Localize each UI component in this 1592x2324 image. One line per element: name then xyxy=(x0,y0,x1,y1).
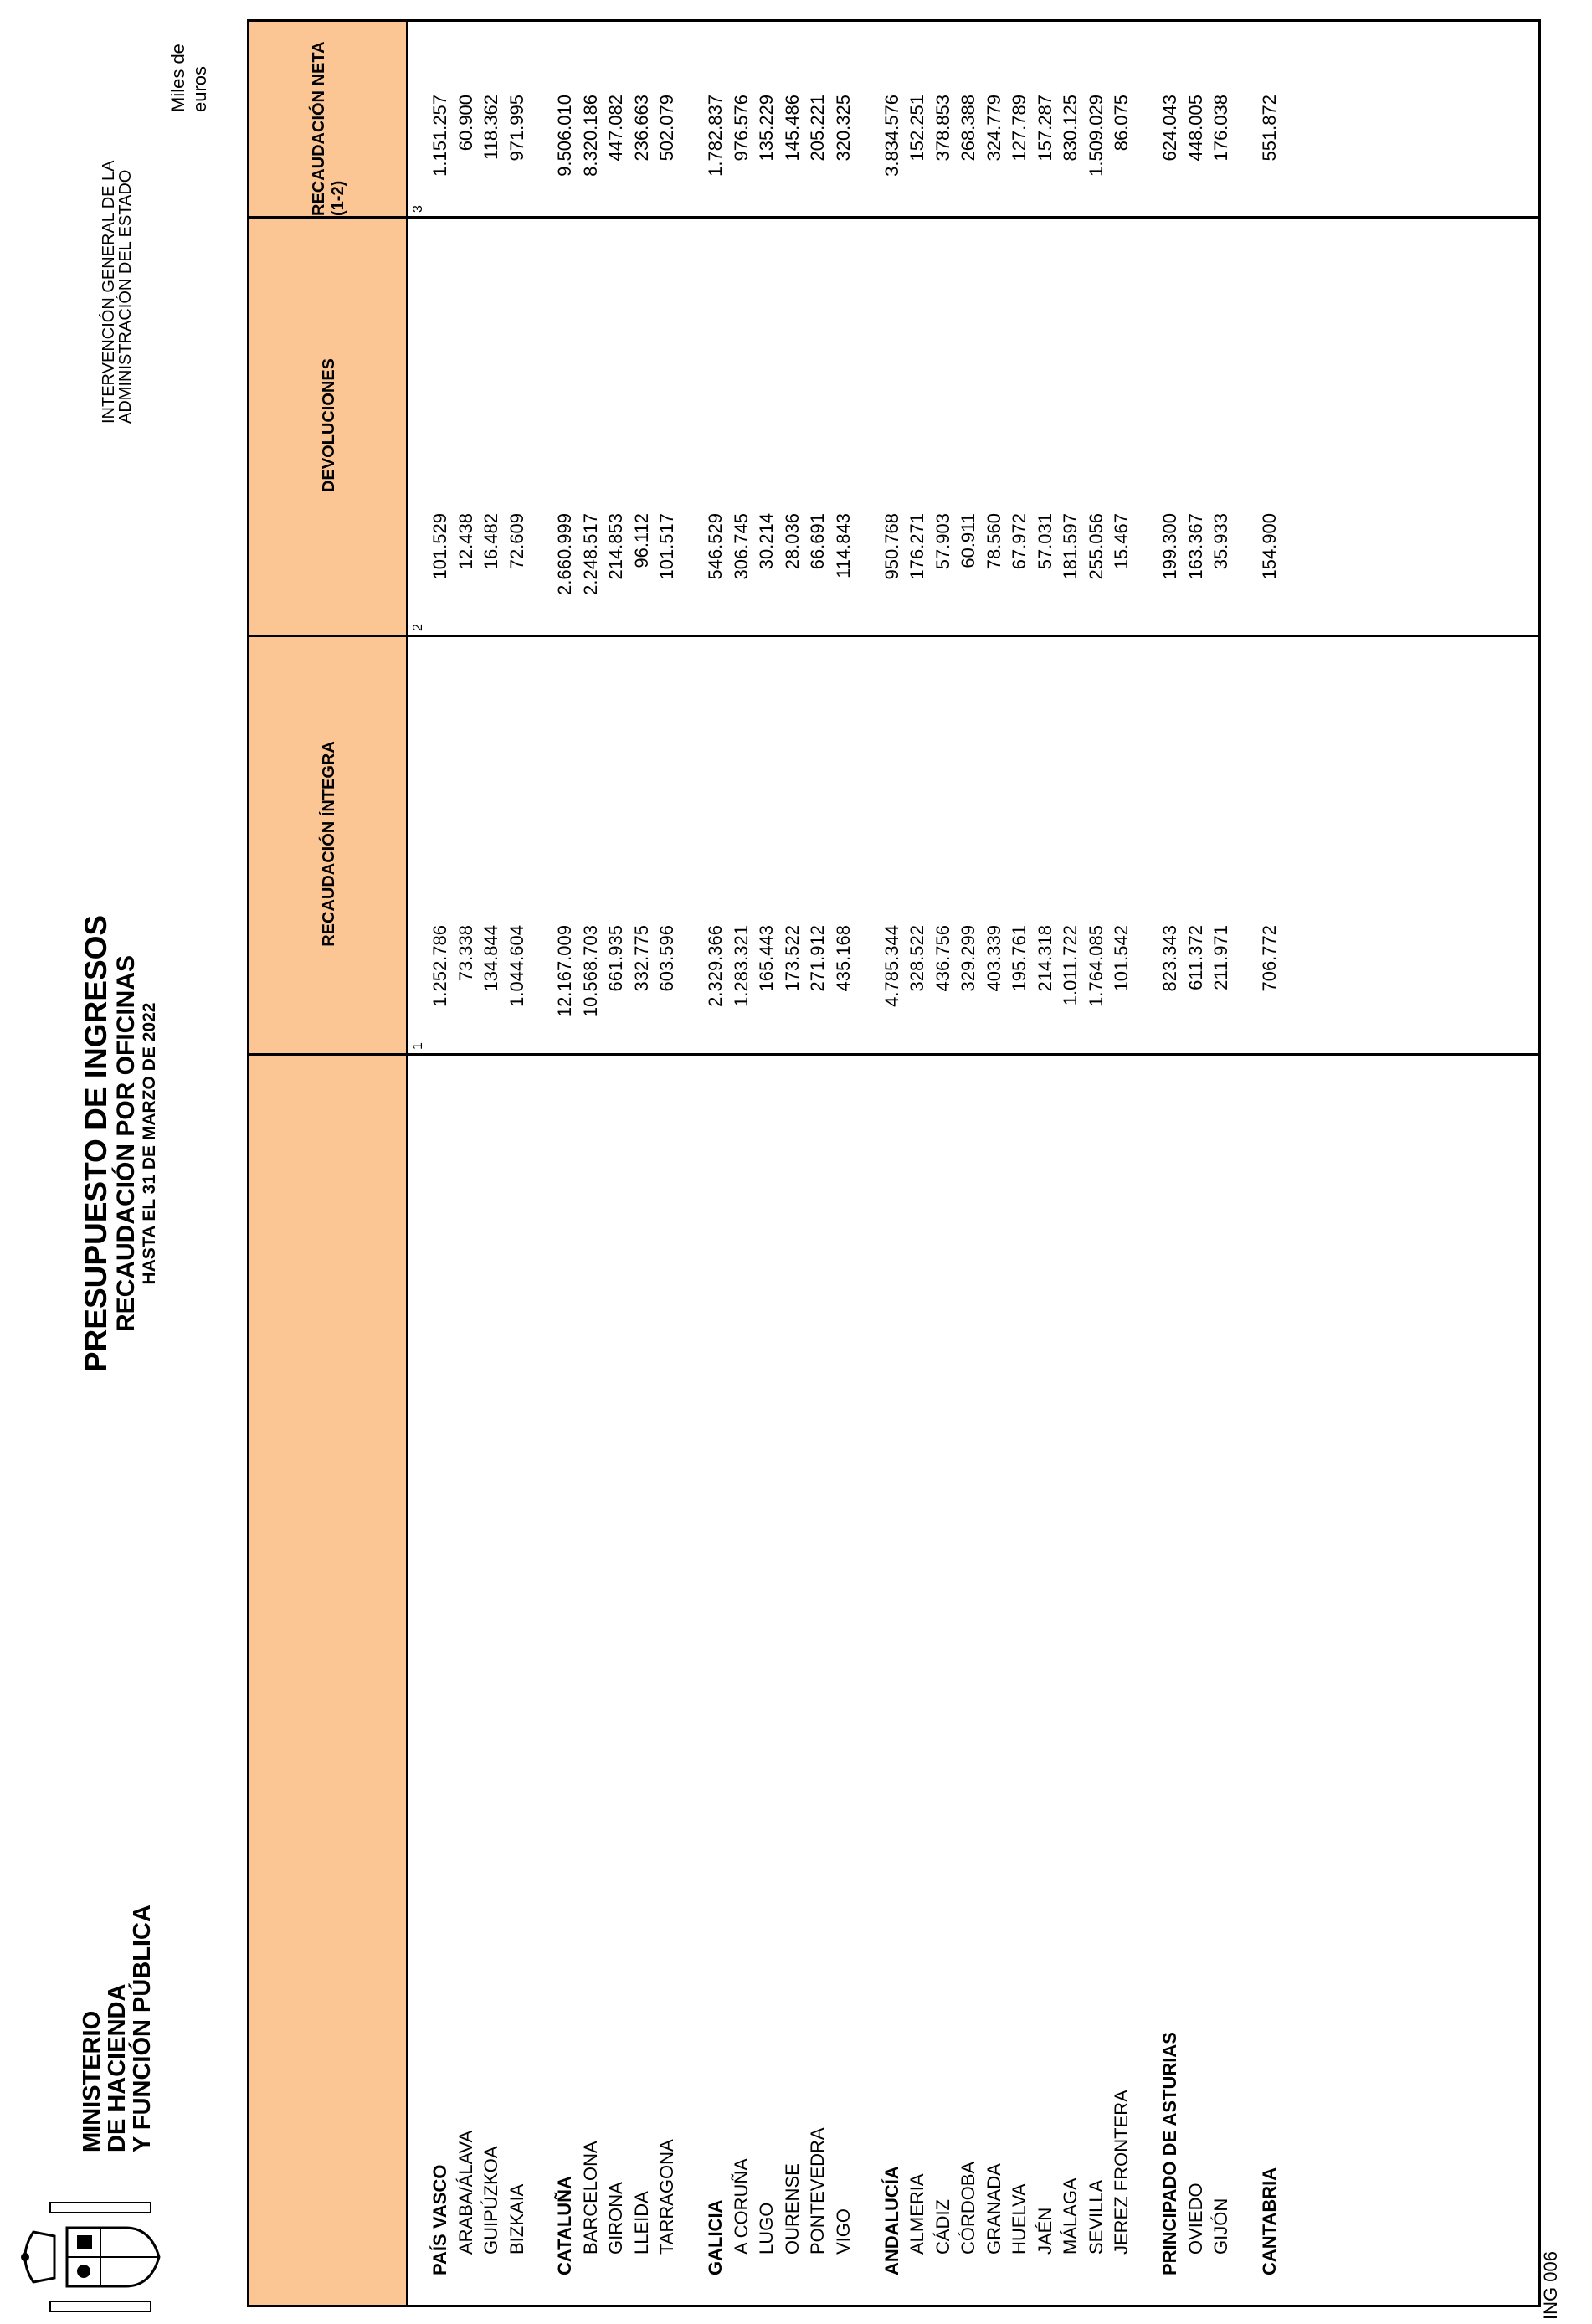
column-header-label: DEVOLUCIONES xyxy=(319,357,338,493)
value-devoluciones: 163.367 xyxy=(1184,513,1206,580)
value-integra: 329.299 xyxy=(958,925,979,992)
value-neta: 145.486 xyxy=(781,95,803,162)
ministry-name xyxy=(80,1905,155,2152)
value-neta: 236.663 xyxy=(630,95,652,162)
table-row xyxy=(930,22,957,2305)
units-label: Miles de euros xyxy=(167,44,210,112)
column-number: 3 xyxy=(411,205,425,213)
value-devoluciones: 15.467 xyxy=(1111,513,1132,570)
column-header-label: RECAUDACIÓN NETA (1-2) xyxy=(310,42,347,216)
value-integra: 195.761 xyxy=(1009,925,1030,992)
value-devoluciones: 255.056 xyxy=(1085,513,1107,580)
value-integra: 1.011.722 xyxy=(1060,925,1081,1006)
value-integra: 823.343 xyxy=(1159,925,1181,992)
value-devoluciones: 12.438 xyxy=(454,513,476,570)
value-neta: 1.509.029 xyxy=(1085,95,1107,177)
table-row xyxy=(1057,22,1084,2305)
office-name: PONTEVEDRA xyxy=(807,2127,829,2255)
value-devoluciones: 16.482 xyxy=(480,513,501,570)
report-title-block xyxy=(80,800,160,1487)
office-name: BIZKAIA xyxy=(506,2183,527,2255)
value-neta: 830.125 xyxy=(1060,95,1081,162)
value-devoluciones: 181.597 xyxy=(1060,513,1081,580)
value-neta: 447.082 xyxy=(605,95,627,162)
agency-name xyxy=(100,160,134,424)
office-name: PAÍS VASCO xyxy=(429,2164,450,2275)
value-neta: 127.789 xyxy=(1009,95,1030,162)
form-code: ING 006 xyxy=(1540,2251,1561,2320)
ministry-line: DE HACIENDA xyxy=(104,1983,131,2152)
table-row xyxy=(1208,22,1235,2305)
value-neta: 8.320.186 xyxy=(579,95,601,177)
office-name: ALMERIA xyxy=(906,2173,928,2255)
value-integra: 706.772 xyxy=(1259,925,1281,992)
table-row xyxy=(1183,22,1209,2305)
value-neta: 9.506.010 xyxy=(554,95,576,177)
table-row xyxy=(629,22,655,2305)
table-row xyxy=(603,22,629,2305)
office-name: GRANADA xyxy=(983,2163,1004,2255)
table-group-row xyxy=(879,22,906,2305)
table-row xyxy=(955,22,982,2305)
table-row xyxy=(504,22,531,2305)
report-date: HASTA EL 31 DE MARZO DE 2022 xyxy=(140,1002,159,1285)
office-name: OURENSE xyxy=(781,2163,803,2255)
value-neta: 971.995 xyxy=(506,95,527,162)
ministry-line: MINISTERIO xyxy=(79,2010,105,2152)
value-neta: 205.221 xyxy=(807,95,829,162)
value-devoluciones: 101.529 xyxy=(429,513,450,580)
value-devoluciones: 30.214 xyxy=(756,513,778,570)
value-integra: 101.542 xyxy=(1111,925,1132,992)
value-devoluciones: 67.972 xyxy=(1009,513,1030,570)
value-devoluciones: 2.248.517 xyxy=(579,513,601,595)
value-neta: 502.079 xyxy=(656,95,678,162)
value-neta: 135.229 xyxy=(756,95,778,162)
value-neta: 157.287 xyxy=(1034,95,1055,162)
revenue-table xyxy=(247,19,1541,2307)
agency-line: ADMINISTRACIÓN DEL ESTADO xyxy=(116,169,135,424)
value-integra: 661.935 xyxy=(605,925,627,992)
value-devoluciones: 66.691 xyxy=(807,513,829,570)
office-name: GUIPÚZKOA xyxy=(480,2146,501,2255)
value-neta: 448.005 xyxy=(1184,95,1206,162)
value-integra: 436.756 xyxy=(932,925,953,992)
office-name: A CORUÑA xyxy=(730,2158,752,2255)
value-neta: 320.325 xyxy=(832,95,854,162)
value-integra: 165.443 xyxy=(756,925,778,992)
value-devoluciones: 176.271 xyxy=(906,513,928,580)
value-devoluciones: 114.843 xyxy=(832,513,854,578)
value-devoluciones: 306.745 xyxy=(730,513,752,580)
value-devoluciones: 78.560 xyxy=(983,513,1004,570)
office-name: CATALUÑA xyxy=(554,2176,576,2275)
office-name: MÁLAGA xyxy=(1060,2177,1081,2255)
table-row xyxy=(804,22,831,2305)
value-neta: 1.151.257 xyxy=(429,95,450,177)
table-row xyxy=(1032,22,1059,2305)
value-devoluciones: 2.660.999 xyxy=(554,513,576,595)
value-integra: 211.971 xyxy=(1210,925,1232,990)
table-row xyxy=(1083,22,1110,2305)
value-integra: 173.522 xyxy=(781,925,803,992)
value-integra: 214.318 xyxy=(1034,925,1055,992)
value-devoluciones: 214.853 xyxy=(605,513,627,580)
office-name: LUGO xyxy=(756,2202,778,2255)
table-group-row xyxy=(427,22,454,2305)
value-integra: 10.568.703 xyxy=(579,925,601,1018)
table-body xyxy=(249,22,1538,2305)
office-name: PRINCIPADO DE ASTURIAS xyxy=(1159,2032,1181,2275)
office-name: JAÉN xyxy=(1034,2207,1055,2255)
value-neta: 152.251 xyxy=(906,95,928,162)
value-neta: 976.576 xyxy=(730,95,752,162)
table-row xyxy=(578,22,604,2305)
office-name: ANDALUCÍA xyxy=(881,2166,902,2275)
value-neta: 378.853 xyxy=(932,95,953,162)
table-group-row xyxy=(552,22,578,2305)
value-integra: 4.785.344 xyxy=(881,925,902,1007)
value-integra: 332.775 xyxy=(630,925,652,992)
value-devoluciones: 546.529 xyxy=(705,513,727,580)
value-neta: 118.362 xyxy=(480,95,501,160)
report-subtitle: RECAUDACIÓN POR OFICINAS xyxy=(112,955,140,1333)
table-row xyxy=(728,22,755,2305)
value-integra: 2.329.366 xyxy=(705,925,727,1007)
value-neta: 324.779 xyxy=(983,95,1004,162)
value-devoluciones: 60.911 xyxy=(958,513,979,568)
value-devoluciones: 96.112 xyxy=(630,513,652,568)
value-integra: 1.764.085 xyxy=(1085,925,1107,1007)
value-devoluciones: 57.031 xyxy=(1034,513,1055,570)
value-devoluciones: 72.609 xyxy=(506,513,527,570)
table-group-row xyxy=(1157,22,1184,2305)
office-name: GIRONA xyxy=(605,2182,627,2255)
column-divider xyxy=(249,216,1538,219)
value-integra: 134.844 xyxy=(480,925,501,992)
value-devoluciones: 57.903 xyxy=(932,513,953,570)
value-integra: 1.283.321 xyxy=(730,925,752,1007)
value-neta: 3.834.576 xyxy=(881,95,902,177)
value-integra: 1.252.786 xyxy=(429,925,450,1007)
value-devoluciones: 199.300 xyxy=(1159,513,1181,580)
office-name: GALICIA xyxy=(705,2199,727,2275)
table-row xyxy=(478,22,505,2305)
value-integra: 328.522 xyxy=(906,925,928,992)
office-name: CANTABRIA xyxy=(1259,2167,1281,2275)
office-name: CÁDIZ xyxy=(932,2199,953,2255)
column-divider xyxy=(249,635,1538,637)
office-name: SEVILLA xyxy=(1085,2179,1107,2255)
report-title: PRESUPUESTO DE INGRESOS xyxy=(79,914,113,1373)
table-row xyxy=(830,22,857,2305)
office-name: HUELVA xyxy=(1009,2183,1030,2255)
table-row xyxy=(654,22,680,2305)
office-name: JEREZ FRONTERA xyxy=(1111,2090,1132,2255)
value-neta: 268.388 xyxy=(958,95,979,162)
table-row xyxy=(904,22,931,2305)
office-name: TARRAGONA xyxy=(656,2139,678,2255)
office-name: GIJÓN xyxy=(1210,2198,1232,2255)
table-row xyxy=(1006,22,1033,2305)
table-row xyxy=(1108,22,1135,2305)
office-name: CÓRDOBA xyxy=(958,2161,979,2255)
value-devoluciones: 101.517 xyxy=(656,513,678,580)
value-neta: 60.900 xyxy=(454,95,476,152)
table-row xyxy=(981,22,1008,2305)
value-integra: 611.372 xyxy=(1184,925,1206,990)
value-devoluciones: 154.900 xyxy=(1259,513,1281,580)
value-neta: 86.075 xyxy=(1111,95,1132,152)
table-row xyxy=(779,22,806,2305)
value-integra: 12.167.009 xyxy=(554,925,576,1018)
ministry-line: Y FUNCIÓN PÚBLICA xyxy=(129,1905,156,2152)
value-devoluciones: 35.933 xyxy=(1210,513,1232,570)
column-number: 1 xyxy=(411,1042,425,1050)
value-devoluciones: 950.768 xyxy=(881,513,902,580)
table-row xyxy=(453,22,480,2305)
office-name: LLEIDA xyxy=(630,2191,652,2255)
value-neta: 551.872 xyxy=(1259,95,1281,162)
value-neta: 176.038 xyxy=(1210,95,1232,162)
table-group-row xyxy=(1256,22,1283,2305)
office-name: ARABA/ÁLAVA xyxy=(454,2130,476,2255)
value-integra: 603.596 xyxy=(656,925,678,992)
value-neta: 624.043 xyxy=(1159,95,1181,162)
value-devoluciones: 28.036 xyxy=(781,513,803,570)
coat-of-arms-logo xyxy=(17,2194,176,2320)
table-group-row xyxy=(702,22,729,2305)
value-integra: 403.339 xyxy=(983,925,1004,992)
column-divider xyxy=(249,1053,1538,1056)
column-header-label: RECAUDACIÓN ÍNTEGRA xyxy=(319,741,338,947)
office-name: VIGO xyxy=(832,2208,854,2255)
value-integra: 435.168 xyxy=(832,925,854,992)
table-row xyxy=(753,22,780,2305)
office-name: BARCELONA xyxy=(579,2141,601,2255)
agency-line: INTERVENCIÓN GENERAL DE LA xyxy=(100,160,118,424)
value-integra: 73.338 xyxy=(454,925,476,982)
value-integra: 1.044.604 xyxy=(506,925,527,1007)
value-neta: 1.782.837 xyxy=(705,95,727,177)
office-name: OVIEDO xyxy=(1184,2183,1206,2255)
column-number: 2 xyxy=(411,624,425,631)
value-integra: 271.912 xyxy=(807,925,829,992)
